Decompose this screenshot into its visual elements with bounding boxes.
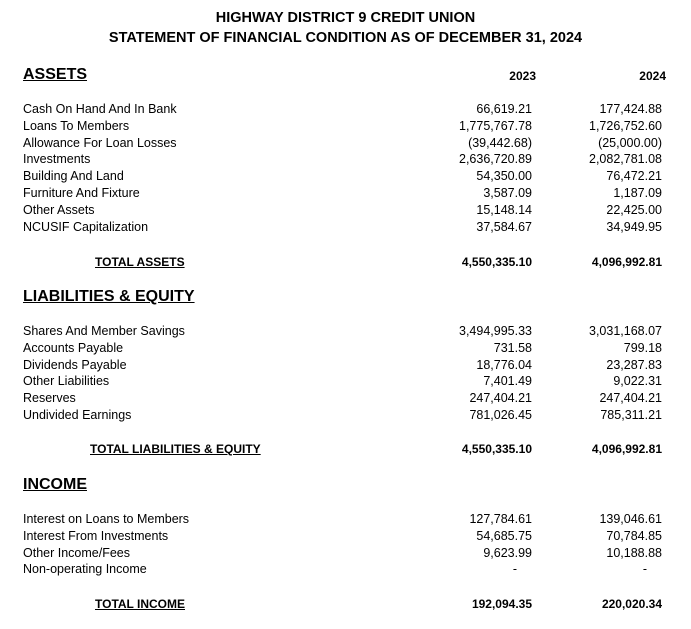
- table-row: [0, 186, 691, 203]
- value-2024: 177,424.88: [599, 102, 662, 116]
- value-2023: 781,026.45: [469, 408, 532, 422]
- value-2024: 2,082,781.08: [589, 152, 662, 167]
- row-label: Dividends Payable: [23, 357, 127, 372]
- value-2024: 76,472.21: [606, 169, 662, 184]
- value-2023: 66,619.21: [476, 102, 532, 116]
- total-liabilities-label: TOTAL LIABILITIES & EQUITY: [90, 442, 261, 456]
- table-row: [0, 408, 691, 425]
- value-2023: 3,587.09: [483, 186, 532, 200]
- value-2023: -: [512, 562, 517, 577]
- value-2023: 15,148.14: [476, 202, 532, 217]
- table-row: [0, 358, 691, 375]
- value-2024: 1,726,752.60: [589, 118, 662, 133]
- table-row: [0, 152, 691, 169]
- value-2023: 54,350.00: [476, 169, 532, 184]
- total-income-label: TOTAL INCOME: [95, 597, 185, 611]
- value-2024: 1,187.09: [613, 186, 662, 200]
- value-2024: 799.18: [623, 340, 662, 355]
- table-row: [0, 512, 691, 529]
- value-2024: 23,287.83: [606, 357, 662, 372]
- table-row: [0, 136, 691, 153]
- row-label: Cash On Hand And In Bank: [23, 102, 177, 116]
- table-row: [0, 529, 691, 546]
- row-label: Other Liabilities: [23, 374, 110, 389]
- value-2024: 247,404.21: [599, 391, 662, 406]
- value-2024: 785,311.21: [600, 408, 662, 422]
- column-header-2024: 2024: [639, 69, 666, 83]
- liabilities-heading: LIABILITIES & EQUITY: [23, 288, 195, 305]
- value-2024: 34,949.95: [606, 219, 662, 234]
- assets-heading: ASSETS: [23, 66, 88, 83]
- table-row: [0, 391, 691, 408]
- row-label: NCUSIF Capitalization: [23, 219, 149, 234]
- report-title: HIGHWAY DISTRICT 9 CREDIT UNION: [215, 10, 476, 26]
- row-label: Interest From Investments: [23, 528, 169, 543]
- value-2023: 7,401.49: [483, 374, 532, 389]
- table-row: [0, 324, 691, 341]
- total-income-2023: 192,094.35: [471, 597, 532, 611]
- table-row: [0, 562, 691, 579]
- value-2023: 2,636,720.89: [459, 152, 532, 167]
- row-label: Undivided Earnings: [23, 408, 132, 422]
- value-2024: -: [642, 562, 647, 577]
- row-label: Furniture And Fixture: [23, 186, 140, 200]
- column-header-2023: 2023: [509, 69, 536, 83]
- table-row: [0, 169, 691, 186]
- value-2023: 54,685.75: [476, 528, 532, 543]
- income-heading: INCOME: [23, 476, 87, 493]
- value-2024: (25,000.00): [598, 135, 662, 150]
- total-assets-label: TOTAL ASSETS: [95, 255, 185, 269]
- value-2024: 9,022.31: [613, 374, 662, 389]
- total-income-2024: 220,020.34: [601, 597, 662, 611]
- value-2024: 70,784.85: [606, 528, 662, 543]
- table-row: [0, 374, 691, 391]
- table-row: [0, 102, 691, 119]
- total-liabilities-row: [0, 442, 691, 459]
- value-2024: 139,046.61: [599, 512, 662, 526]
- value-2024: 10,188.88: [606, 545, 662, 560]
- value-2024: 3,031,168.07: [589, 324, 662, 338]
- total-liabilities-2023: 4,550,335.10: [461, 442, 532, 456]
- value-2023: 9,623.99: [483, 545, 532, 560]
- row-label: Shares And Member Savings: [23, 324, 185, 338]
- value-2024: 22,425.00: [606, 202, 662, 217]
- total-assets-2023: 4,550,335.10: [461, 255, 532, 269]
- table-row: [0, 220, 691, 237]
- table-row: [0, 341, 691, 358]
- value-2023: (39,442.68): [468, 135, 532, 150]
- value-2023: 37,584.67: [476, 219, 532, 234]
- value-2023: 247,404.21: [469, 391, 532, 406]
- value-2023: 18,776.04: [476, 357, 532, 372]
- value-2023: 1,775,767.78: [459, 118, 532, 133]
- row-label: Allowance For Loan Losses: [23, 135, 177, 150]
- row-label: Reserves: [23, 391, 76, 406]
- row-label: Interest on Loans to Members: [23, 512, 190, 526]
- total-income-row: [0, 597, 691, 614]
- report-subtitle: STATEMENT OF FINANCIAL CONDITION AS OF DECEMBER 31, 2024: [108, 30, 583, 46]
- table-row: [0, 119, 691, 136]
- total-assets-2024: 4,096,992.81: [591, 255, 662, 269]
- row-label: Building And Land: [23, 169, 124, 184]
- row-label: Other Assets: [23, 202, 95, 217]
- value-2023: 731.58: [493, 340, 532, 355]
- total-liabilities-2024: 4,096,992.81: [591, 442, 662, 456]
- row-label: Other Income/Fees: [23, 545, 130, 560]
- value-2023: 127,784.61: [469, 512, 532, 526]
- total-assets-row: [0, 255, 691, 272]
- table-row: [0, 203, 691, 220]
- row-label: Investments: [23, 152, 91, 167]
- row-label: Non-operating Income: [23, 562, 147, 577]
- row-label: Loans To Members: [23, 118, 130, 133]
- row-label: Accounts Payable: [23, 340, 124, 355]
- table-row: [0, 546, 691, 563]
- value-2023: 3,494,995.33: [459, 324, 532, 338]
